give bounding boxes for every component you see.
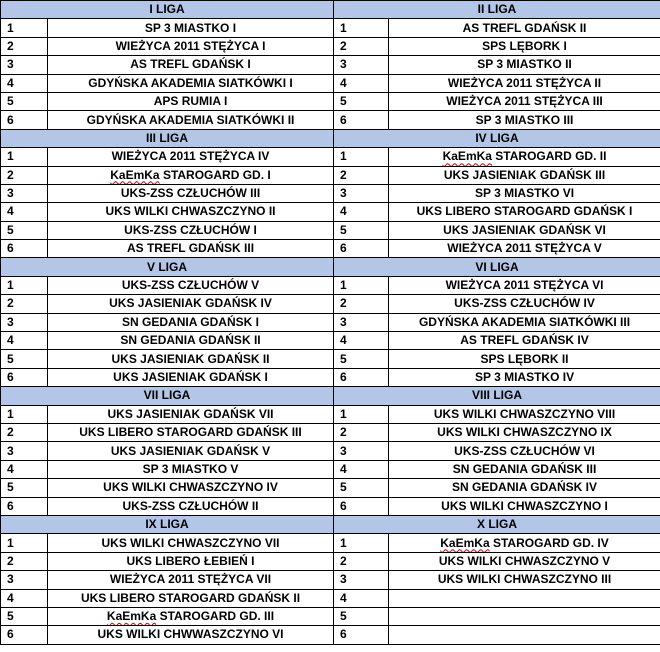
table-row: [1, 552, 660, 570]
table-row: [1, 276, 660, 294]
position-number: 5: [1, 221, 48, 239]
position-number: 1: [334, 276, 389, 294]
team-name: UKS LIBERO STAROGARD GDAŃSK I: [389, 203, 660, 221]
position-number: 1: [1, 19, 48, 37]
team-name: WIEŻYCA 2011 STĘŻYCA II: [389, 74, 660, 92]
position-number: 2: [334, 37, 389, 55]
team-name: SN GEDANIA GDAŃSK III: [389, 460, 660, 478]
table-row: [1, 19, 660, 37]
position-number: 6: [1, 240, 48, 258]
position-number: 4: [1, 589, 48, 607]
league-header-row: [1, 387, 660, 405]
league-header-row: [1, 515, 660, 533]
team-name: UKS-ZSS CZŁUCHÓW IV: [389, 295, 660, 313]
position-number: 6: [1, 111, 48, 129]
team-name: AS TREFL GDAŃSK IV: [389, 332, 660, 350]
position-number: 3: [334, 313, 389, 331]
team-name: [389, 607, 660, 625]
position-number: 5: [1, 350, 48, 368]
position-number: 3: [334, 442, 389, 460]
position-number: 1: [334, 148, 389, 166]
team-name: UKS-ZSS CZŁUCHÓW VI: [389, 442, 660, 460]
table-row: [1, 332, 660, 350]
position-number: 5: [334, 607, 389, 625]
position-number: 2: [334, 552, 389, 570]
position-number: 4: [334, 332, 389, 350]
league-title: VIII LIGA: [334, 387, 660, 405]
league-title: VII LIGA: [1, 387, 334, 405]
position-number: 5: [1, 479, 48, 497]
position-number: 4: [1, 74, 48, 92]
table-row: [1, 221, 660, 239]
spellcheck-word: KaEmKa: [440, 535, 490, 550]
team-name: UKS WILKI CHWASZCZYNO IV: [48, 479, 334, 497]
position-number: 2: [334, 295, 389, 313]
position-number: 2: [1, 423, 48, 441]
table-row: [1, 56, 660, 74]
team-name: UKS-ZSS CZŁUCHÓW I: [48, 221, 334, 239]
team-name: WIEŻYCA 2011 STĘŻYCA I: [48, 37, 334, 55]
team-name: GDYŃSKA AKADEMIA SIATKÓWKI I: [48, 74, 334, 92]
position-number: 2: [1, 37, 48, 55]
position-number: 3: [1, 184, 48, 202]
team-name: KaEmKa STAROGARD GD. III: [48, 607, 334, 625]
team-name: UKS LIBERO STAROGARD GDAŃSK II: [48, 589, 334, 607]
spellcheck-word: KaEmKa: [442, 149, 492, 164]
team-name: APS RUMIA I: [48, 92, 334, 110]
team-name: SPS LĘBORK II: [389, 350, 660, 368]
position-number: 5: [1, 607, 48, 625]
team-name: SPS LĘBORK I: [389, 37, 660, 55]
team-name: GDYŃSKA AKADEMIA SIATKÓWKI II: [48, 111, 334, 129]
team-name: WIEŻYCA 2011 STĘŻYCA VII: [48, 571, 334, 589]
position-number: 2: [334, 166, 389, 184]
table-row: [1, 423, 660, 441]
position-number: 3: [1, 571, 48, 589]
league-title: II LIGA: [334, 1, 660, 19]
team-name: UKS WILKI CHWASZCZYNO IX: [389, 423, 660, 441]
position-number: 4: [1, 460, 48, 478]
position-number: 4: [334, 460, 389, 478]
table-row: [1, 442, 660, 460]
team-name: SN GEDANIA GDAŃSK IV: [389, 479, 660, 497]
position-number: 4: [334, 74, 389, 92]
position-number: 1: [1, 534, 48, 552]
league-header-row: [1, 1, 660, 19]
position-number: 1: [1, 405, 48, 423]
team-name: KaEmKa STAROGARD GD. I: [48, 166, 334, 184]
position-number: 3: [1, 313, 48, 331]
team-name: UKS WILKI CHWASZCZYNO I: [389, 497, 660, 515]
position-number: 2: [1, 295, 48, 313]
position-number: 2: [1, 552, 48, 570]
position-number: 5: [334, 92, 389, 110]
position-number: 6: [1, 497, 48, 515]
league-title: IV LIGA: [334, 129, 660, 147]
league-header-row: [1, 258, 660, 276]
position-number: 1: [334, 534, 389, 552]
league-header-row: [1, 129, 660, 147]
table-row: [1, 460, 660, 478]
team-name: UKS WILKI CHWWASZCZYNO VI: [48, 626, 334, 644]
table-row: [1, 405, 660, 423]
team-name: UKS LIBERO ŁEBIEŃ I: [48, 552, 334, 570]
team-name: SP 3 MIASTKO V: [48, 460, 334, 478]
position-number: 2: [334, 423, 389, 441]
team-name: UKS-ZSS CZŁUCHÓW V: [48, 276, 334, 294]
position-number: 3: [334, 571, 389, 589]
position-number: 1: [1, 276, 48, 294]
team-name: [389, 589, 660, 607]
spellcheck-word: KaEmKa: [106, 609, 157, 624]
table-row: [1, 607, 660, 625]
table-row: [1, 184, 660, 202]
team-name: UKS WILKI CHWASZCZYNO VII: [48, 534, 334, 552]
league-title: X LIGA: [334, 515, 660, 533]
team-name: UKS WILKI CHWASZCZYNO III: [389, 571, 660, 589]
position-number: 6: [334, 240, 389, 258]
team-name: UKS JASIENIAK GDAŃSK VI: [389, 221, 660, 239]
position-number: 6: [1, 368, 48, 386]
team-name: WIEŻYCA 2011 STĘŻYCA III: [389, 92, 660, 110]
team-name: UKS JASIENIAK GDAŃSK V: [48, 442, 334, 460]
team-name: UKS LIBERO STAROGARD GDAŃSK III: [48, 423, 334, 441]
position-number: 3: [1, 56, 48, 74]
table-row: [1, 350, 660, 368]
team-name: SP 3 MIASTKO I: [48, 19, 334, 37]
position-number: 5: [1, 92, 48, 110]
table-row: [1, 479, 660, 497]
table-row: [1, 534, 660, 552]
team-name: SP 3 MIASTKO II: [389, 56, 660, 74]
table-row: [1, 626, 660, 644]
table-row: [1, 589, 660, 607]
team-name: UKS JASIENIAK GDAŃSK III: [389, 166, 660, 184]
position-number: 5: [334, 479, 389, 497]
position-number: 6: [334, 368, 389, 386]
team-name: SN GEDANIA GDAŃSK I: [48, 313, 334, 331]
league-title: III LIGA: [1, 129, 334, 147]
team-name: UKS-ZSS CZŁUCHÓW II: [48, 497, 334, 515]
table-row: [1, 111, 660, 129]
team-name: SP 3 MIASTKO IV: [389, 368, 660, 386]
team-name: SP 3 MIASTKO III: [389, 111, 660, 129]
position-number: 1: [334, 19, 389, 37]
table-row: [1, 240, 660, 258]
table-row: [1, 203, 660, 221]
position-number: 6: [1, 626, 48, 644]
table-row: [1, 92, 660, 110]
table-row: [1, 497, 660, 515]
team-name: UKS WILKI CHWASZCZYNO II: [48, 203, 334, 221]
team-name: WIEŻYCA 2011 STĘŻYCA VI: [389, 276, 660, 294]
table-row: [1, 37, 660, 55]
league-title: V LIGA: [1, 258, 334, 276]
position-number: 4: [1, 332, 48, 350]
position-number: 6: [334, 626, 389, 644]
league-title: VI LIGA: [334, 258, 660, 276]
table-row: [1, 74, 660, 92]
table-row: [1, 295, 660, 313]
team-name: UKS JASIENIAK GDAŃSK II: [48, 350, 334, 368]
team-name: UKS JASIENIAK GDAŃSK VII: [48, 405, 334, 423]
team-name: GDYŃSKA AKADEMIA SIATKÓWKI III: [389, 313, 660, 331]
team-name: KaEmKa STAROGARD GD. II: [389, 148, 660, 166]
team-name: SN GEDANIA GDAŃSK II: [48, 332, 334, 350]
position-number: 6: [334, 497, 389, 515]
position-number: 4: [334, 203, 389, 221]
team-name: AS TREFL GDAŃSK III: [48, 240, 334, 258]
team-name: UKS JASIENIAK GDAŃSK IV: [48, 295, 334, 313]
league-title: IX LIGA: [1, 515, 334, 533]
table-row: [1, 148, 660, 166]
team-name: AS TREFL GDAŃSK I: [48, 56, 334, 74]
team-name: KaEmKa STAROGARD GD. IV: [389, 534, 660, 552]
team-name: SP 3 MIASTKO VI: [389, 184, 660, 202]
position-number: 5: [334, 350, 389, 368]
team-name: UKS WILKI CHWASZCZYNO VIII: [389, 405, 660, 423]
team-name: [389, 626, 660, 644]
position-number: 1: [334, 405, 389, 423]
team-name: UKS JASIENIAK GDAŃSK I: [48, 368, 334, 386]
position-number: 1: [1, 148, 48, 166]
team-name: UKS WILKI CHWASZCZYNO V: [389, 552, 660, 570]
position-number: 2: [1, 166, 48, 184]
table-row: [1, 313, 660, 331]
position-number: 3: [1, 442, 48, 460]
position-number: 6: [334, 111, 389, 129]
spellcheck-word: KaEmKa: [110, 167, 160, 182]
league-title: I LIGA: [1, 1, 334, 19]
position-number: 3: [334, 184, 389, 202]
table-row: [1, 368, 660, 386]
position-number: 4: [334, 589, 389, 607]
position-number: 4: [1, 203, 48, 221]
table-row: [1, 571, 660, 589]
position-number: 3: [334, 56, 389, 74]
table-row: [1, 166, 660, 184]
position-number: 5: [334, 221, 389, 239]
team-name: UKS-ZSS CZŁUCHÓW III: [48, 184, 334, 202]
team-name: AS TREFL GDAŃSK II: [389, 19, 660, 37]
team-name: WIEŻYCA 2011 STĘŻYCA V: [389, 240, 660, 258]
team-name: WIEŻYCA 2011 STĘŻYCA IV: [48, 148, 334, 166]
